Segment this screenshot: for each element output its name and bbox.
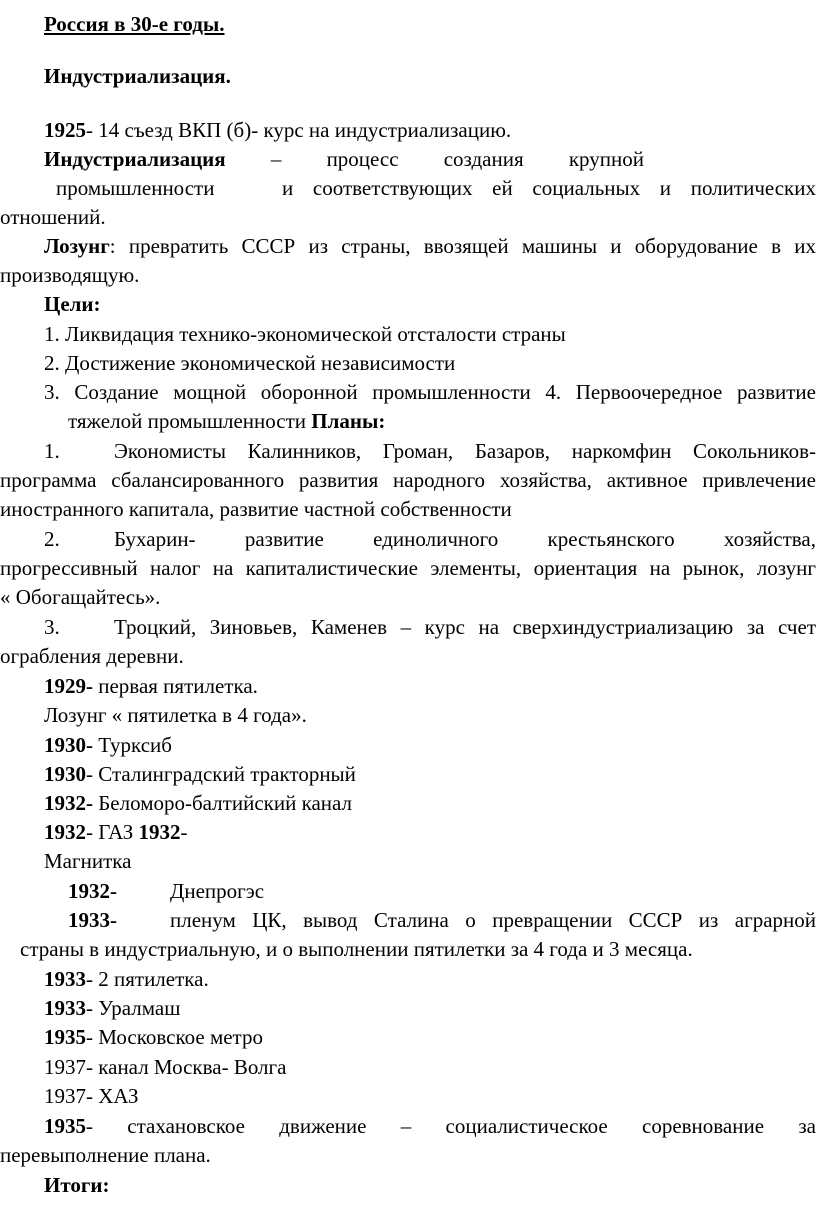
year-label: 1935 — [44, 1114, 86, 1138]
timeline-item: 1937- канал Москва- Волга — [44, 1055, 287, 1079]
timeline-item: Магнитка — [44, 849, 132, 873]
year-label: 1932- — [68, 879, 117, 903]
slogan-line-2: производящую. — [0, 263, 140, 287]
plan-3-line-2: ограбления деревни. — [0, 644, 184, 668]
plan-2-line-3: « Обогащайтесь». — [0, 585, 161, 609]
event-word: социалистическое — [445, 1114, 608, 1138]
event-word: - — [86, 1114, 93, 1138]
timeline-item-cont: страны в индустриальную, и о выполнении пятилетки за 4 года и 3 месяца. — [20, 937, 693, 961]
definition-word: – — [270, 147, 282, 171]
year-label: 1925 — [44, 118, 86, 142]
results-label: Итоги: — [44, 1173, 110, 1197]
paragraph-text: - 14 съезд ВКП (б)- курс на индустриализацию. — [86, 118, 512, 142]
year-label: 1935 — [44, 1025, 86, 1049]
goal-item-text: тяжелой промышленности — [68, 409, 307, 433]
timeline-item — [68, 877, 265, 906]
plan-number: 3. — [44, 615, 60, 639]
event-word: – — [400, 1114, 412, 1138]
event-text: - Московское метро — [86, 1025, 263, 1049]
plan-word: единоличного — [373, 527, 499, 551]
event-text: - Сталинградский тракторный — [86, 762, 356, 786]
event-word: соревнование — [642, 1114, 765, 1138]
goal-item: 1. Ликвидация технико-экономической отсталости страны — [44, 322, 566, 346]
year-label: 1933- — [68, 908, 117, 932]
goal-item-cont — [68, 407, 385, 436]
timeline-item — [44, 818, 188, 847]
timeline-item-1935 — [44, 1112, 816, 1141]
document-title: Россия в 30-е годы. — [44, 12, 225, 36]
timeline-slogan: Лозунг « пятилетка в 4 года». — [44, 703, 307, 727]
year-label-group — [44, 1112, 93, 1141]
goals-label: Цели: — [44, 292, 101, 316]
event-text: Беломоро-балтийский канал — [93, 791, 352, 815]
plan-number: 1. — [44, 439, 60, 463]
definition-line-3: отношений. — [0, 205, 106, 229]
slogan-text: : превратить СССР из страны, ввозящей машины и оборудование в их — [109, 234, 816, 258]
event-text: Турксиб — [93, 733, 172, 757]
plan-1-line-2: программа сбалансированного развития народного хозяйства, активное привлечение — [0, 468, 816, 492]
plan-number: 2. — [44, 527, 60, 551]
plan-word: хозяйства, — [723, 527, 816, 551]
definition-term: Индустриализация — [44, 147, 226, 171]
event-text: пленум ЦК, вывод Сталина о превращении СССР из аграрной — [170, 908, 816, 932]
definition-word: процесс — [326, 147, 399, 171]
year-label: 1930 — [44, 762, 86, 786]
event-text: Днепрогэс — [170, 879, 265, 903]
definition-word: промышленности — [56, 176, 215, 200]
paragraph-1925 — [44, 116, 511, 145]
plans-label: Планы: — [311, 409, 386, 433]
timeline-item — [44, 994, 180, 1023]
plan-2-line-2: прогрессивный налог на капиталистические элементы, ориентация на рынок, лозунг — [0, 556, 816, 580]
event-word: за — [798, 1114, 816, 1138]
year-label: 1929- — [44, 674, 93, 698]
year-label: 1930- — [44, 733, 93, 757]
timeline-item — [44, 760, 356, 789]
plan-word: развитие — [244, 527, 324, 551]
timeline-item — [44, 1023, 263, 1052]
slogan-label: Лозунг — [44, 234, 110, 258]
year-label: 1932- — [44, 791, 93, 815]
event-text: - Уралмаш — [86, 996, 181, 1020]
event-text: - — [180, 820, 188, 844]
definition-line-1 — [44, 145, 644, 174]
plan-word: крестьянского — [547, 527, 675, 551]
definition-word: создания — [443, 147, 524, 171]
event-text: - ГАЗ — [86, 820, 139, 844]
timeline-item-cont: перевыполнение плана. — [0, 1143, 211, 1167]
timeline-item — [44, 731, 172, 760]
slogan-line-1 — [44, 232, 816, 261]
plan-1-line-1 — [44, 437, 816, 466]
section-title: Индустриализация. — [44, 64, 231, 88]
plan-3-line-1 — [44, 613, 816, 642]
timeline-item — [44, 789, 352, 818]
definition-word: крупной — [568, 147, 644, 171]
year-label: 1933 — [44, 996, 86, 1020]
event-word: стахановское — [127, 1114, 245, 1138]
year-label: 1932 — [44, 820, 86, 844]
event-text: - 2 пятилетка. — [86, 967, 209, 991]
plan-word: Бухарин- — [114, 527, 196, 551]
timeline-item: 1937- ХАЗ — [44, 1084, 139, 1108]
plan-text: Троцкий, Зиновьев, Каменев – курс на сверхиндустриализацию за счет — [114, 615, 816, 639]
plan-1-line-3: иностранного капитала, развитие частной собственности — [0, 497, 512, 521]
goal-item: 3. Создание мощной оборонной промышленности 4. Первоочередное развитие — [44, 380, 816, 404]
definition-text: и соответствующих ей социальных и политических — [282, 176, 816, 200]
year-label: 1933 — [44, 967, 86, 991]
event-text: первая пятилетка. — [93, 674, 258, 698]
timeline-item — [44, 965, 209, 994]
timeline-item-1929 — [44, 672, 258, 701]
definition-line-2 — [56, 174, 816, 203]
timeline-item-1933 — [68, 906, 816, 935]
plan-text: Экономисты Калинников, Громан, Базаров, наркомфин Сокольников- — [114, 439, 816, 463]
event-word: движение — [279, 1114, 367, 1138]
goal-item: 2. Достижение экономической независимости — [44, 351, 456, 375]
year-label: 1932 — [138, 820, 181, 844]
plan-2-line-1 — [44, 525, 816, 554]
